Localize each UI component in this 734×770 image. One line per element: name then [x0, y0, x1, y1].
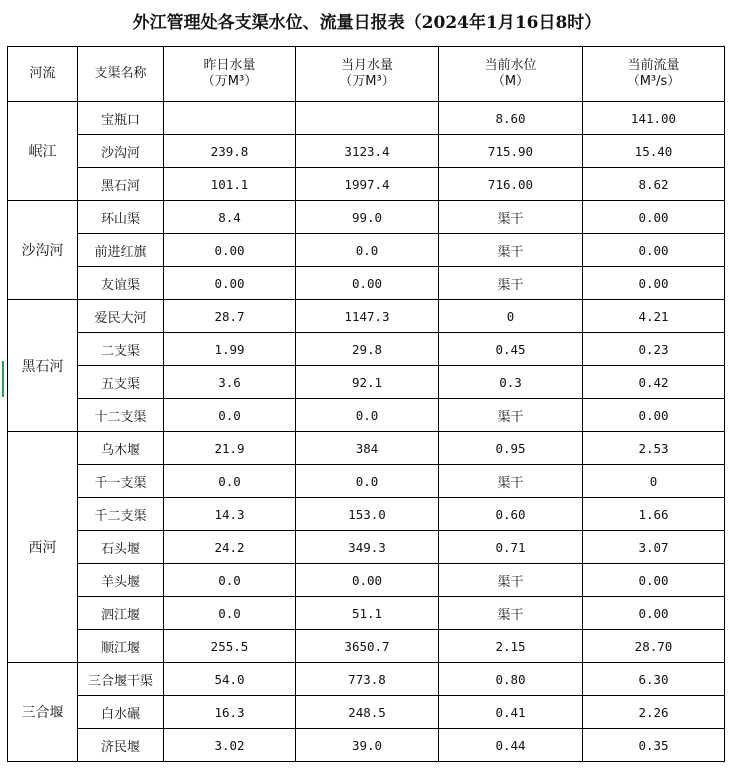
water-level-cell[interactable]: 0.3 [439, 366, 583, 399]
yesterday-volume-cell[interactable]: 0.0 [164, 564, 296, 597]
flow-rate-cell[interactable]: 0.00 [583, 267, 725, 300]
report-title: 外江管理处各支渠水位、流量日报表（2024年1月16日8时） [132, 13, 602, 33]
yesterday-volume-cell[interactable]: 3.02 [164, 729, 296, 762]
header-level-line2: （M） [491, 74, 530, 89]
flow-rate-cell[interactable]: 0.00 [583, 234, 725, 267]
yesterday-volume-cell[interactable]: 8.4 [164, 201, 296, 234]
flow-rate-cell[interactable]: 3.07 [583, 531, 725, 564]
yesterday-volume-cell[interactable]: 0.0 [164, 399, 296, 432]
table-row [8, 300, 725, 333]
month-volume-cell[interactable]: 1147.3 [296, 300, 439, 333]
yesterday-volume-cell[interactable]: 1.99 [164, 333, 296, 366]
yesterday-volume-cell[interactable]: 54.0 [164, 663, 296, 696]
yesterday-volume-cell[interactable]: 0.0 [164, 465, 296, 498]
yesterday-volume-cell[interactable]: 0.00 [164, 267, 296, 300]
header-yesterday-line1: 昨日水量 [203, 58, 256, 73]
flow-rate-cell[interactable]: 1.66 [583, 498, 725, 531]
channel-name-cell[interactable]: 环山渠 [78, 201, 164, 234]
month-volume-cell[interactable]: 1997.4 [296, 168, 439, 201]
channel-name-cell[interactable]: 泗江堰 [78, 597, 164, 630]
month-volume-cell[interactable]: 0.0 [296, 234, 439, 267]
channel-name-cell[interactable]: 友谊渠 [78, 267, 164, 300]
table-row [8, 531, 725, 564]
water-level-cell[interactable]: 渠干 [439, 597, 583, 630]
table-row [8, 729, 725, 762]
channel-name-cell[interactable]: 五支渠 [78, 366, 164, 399]
header-river: 河流 [8, 47, 78, 102]
month-volume-cell[interactable]: 248.5 [296, 696, 439, 729]
header-channel: 支渠名称 [78, 47, 164, 102]
channel-name-cell[interactable]: 十二支渠 [78, 399, 164, 432]
channel-name-cell[interactable]: 前进红旗 [78, 234, 164, 267]
month-volume-cell[interactable]: 773.8 [296, 663, 439, 696]
yesterday-volume-cell[interactable]: 24.2 [164, 531, 296, 564]
month-volume-cell[interactable]: 3650.7 [296, 630, 439, 663]
flow-rate-cell[interactable]: 0.00 [583, 597, 725, 630]
table-row [8, 135, 725, 168]
header-row [8, 47, 725, 102]
channel-name-cell[interactable]: 黑石河 [78, 168, 164, 201]
header-flow-line2: （M³/s） [626, 74, 681, 89]
month-volume-cell[interactable]: 0.0 [296, 399, 439, 432]
table-row [8, 432, 725, 465]
yesterday-volume-cell[interactable]: 239.8 [164, 135, 296, 168]
table-row [8, 168, 725, 201]
table-row [8, 102, 725, 135]
table-row [8, 366, 725, 399]
water-level-cell[interactable]: 渠干 [439, 564, 583, 597]
flow-rate-cell[interactable]: 4.21 [583, 300, 725, 333]
month-volume-cell[interactable]: 3123.4 [296, 135, 439, 168]
flow-rate-cell[interactable]: 6.30 [583, 663, 725, 696]
header-month-line2: （万M³） [339, 74, 395, 89]
table-row [8, 465, 725, 498]
table-row [8, 696, 725, 729]
river-cell[interactable]: 黑石河 [8, 300, 78, 432]
yesterday-volume-cell[interactable]: 21.9 [164, 432, 296, 465]
water-level-cell[interactable]: 0.80 [439, 663, 583, 696]
month-volume-cell[interactable]: 349.3 [296, 531, 439, 564]
channel-name-cell[interactable]: 济民堰 [78, 729, 164, 762]
yesterday-volume-cell[interactable]: 14.3 [164, 498, 296, 531]
month-volume-cell[interactable] [296, 102, 439, 135]
yesterday-volume-cell[interactable]: 3.6 [164, 366, 296, 399]
water-level-cell[interactable]: 2.15 [439, 630, 583, 663]
table-row [8, 498, 725, 531]
yesterday-volume-cell[interactable]: 0.00 [164, 234, 296, 267]
flow-rate-cell[interactable]: 0.00 [583, 201, 725, 234]
flow-rate-cell[interactable]: 2.26 [583, 696, 725, 729]
table-row [8, 399, 725, 432]
channel-name-cell[interactable]: 白水碾 [78, 696, 164, 729]
channel-name-cell[interactable]: 千一支渠 [78, 465, 164, 498]
water-level-cell[interactable]: 715.90 [439, 135, 583, 168]
flow-rate-cell[interactable]: 0.23 [583, 333, 725, 366]
row-selection-marker [2, 361, 4, 397]
water-level-cell[interactable]: 0.71 [439, 531, 583, 564]
yesterday-volume-cell[interactable] [164, 102, 296, 135]
channel-name-cell[interactable]: 顺江堰 [78, 630, 164, 663]
yesterday-volume-cell[interactable]: 28.7 [164, 300, 296, 333]
month-volume-cell[interactable]: 39.0 [296, 729, 439, 762]
river-cell[interactable]: 西河 [8, 432, 78, 663]
water-level-cell[interactable]: 0.95 [439, 432, 583, 465]
water-level-cell[interactable]: 渠干 [439, 399, 583, 432]
flow-rate-cell[interactable]: 0.00 [583, 399, 725, 432]
month-volume-cell[interactable]: 29.8 [296, 333, 439, 366]
header-month-line1: 当月水量 [340, 58, 393, 73]
water-level-cell[interactable]: 0.60 [439, 498, 583, 531]
report-table [7, 46, 725, 762]
channel-name-cell[interactable]: 三合堰干渠 [78, 663, 164, 696]
table-row [8, 201, 725, 234]
water-level-cell[interactable]: 0.44 [439, 729, 583, 762]
flow-rate-cell[interactable]: 0.42 [583, 366, 725, 399]
month-volume-cell[interactable]: 0.00 [296, 564, 439, 597]
flow-rate-cell[interactable]: 141.00 [583, 102, 725, 135]
water-level-cell[interactable]: 渠干 [439, 267, 583, 300]
flow-rate-cell[interactable]: 28.70 [583, 630, 725, 663]
water-level-cell[interactable]: 0 [439, 300, 583, 333]
header-flow-line1: 当前流量 [627, 58, 680, 73]
flow-rate-cell[interactable]: 0 [583, 465, 725, 498]
channel-name-cell[interactable]: 乌木堰 [78, 432, 164, 465]
flow-rate-cell[interactable]: 0.35 [583, 729, 725, 762]
flow-rate-cell[interactable]: 0.00 [583, 564, 725, 597]
river-cell[interactable]: 三合堰 [8, 663, 78, 762]
month-volume-cell[interactable]: 99.0 [296, 201, 439, 234]
channel-name-cell[interactable]: 爱民大河 [78, 300, 164, 333]
water-level-cell[interactable]: 716.00 [439, 168, 583, 201]
month-volume-cell[interactable]: 384 [296, 432, 439, 465]
water-level-cell[interactable]: 8.60 [439, 102, 583, 135]
yesterday-volume-cell[interactable]: 255.5 [164, 630, 296, 663]
channel-name-cell[interactable]: 宝瓶口 [78, 102, 164, 135]
water-level-cell[interactable]: 渠干 [439, 465, 583, 498]
header-flow-rate [583, 47, 725, 102]
header-yesterday-line2: （万M³） [201, 74, 258, 89]
month-volume-cell[interactable]: 92.1 [296, 366, 439, 399]
water-level-cell[interactable]: 0.45 [439, 333, 583, 366]
table-row [8, 333, 725, 366]
channel-name-cell[interactable]: 二支渠 [78, 333, 164, 366]
table-row [8, 234, 725, 267]
header-month-volume [296, 47, 439, 102]
table-row [8, 267, 725, 300]
month-volume-cell[interactable]: 0.0 [296, 465, 439, 498]
channel-name-cell[interactable]: 千二支渠 [78, 498, 164, 531]
flow-rate-cell[interactable]: 2.53 [583, 432, 725, 465]
flow-rate-cell[interactable]: 15.40 [583, 135, 725, 168]
month-volume-cell[interactable]: 51.1 [296, 597, 439, 630]
channel-name-cell[interactable]: 石头堰 [78, 531, 164, 564]
channel-name-cell[interactable]: 沙沟河 [78, 135, 164, 168]
table-row [8, 597, 725, 630]
header-yesterday-volume [164, 47, 296, 102]
yesterday-volume-cell[interactable]: 16.3 [164, 696, 296, 729]
table-row [8, 630, 725, 663]
header-level-line1: 当前水位 [484, 58, 537, 73]
river-cell[interactable]: 沙沟河 [8, 201, 78, 300]
yesterday-volume-cell[interactable]: 101.1 [164, 168, 296, 201]
month-volume-cell[interactable]: 153.0 [296, 498, 439, 531]
header-water-level [439, 47, 583, 102]
water-level-cell[interactable]: 0.41 [439, 696, 583, 729]
table-row [8, 663, 725, 696]
table-row [8, 564, 725, 597]
water-level-cell[interactable]: 渠干 [439, 234, 583, 267]
yesterday-volume-cell[interactable]: 0.0 [164, 597, 296, 630]
channel-name-cell[interactable]: 羊头堰 [78, 564, 164, 597]
flow-rate-cell[interactable]: 8.62 [583, 168, 725, 201]
water-level-cell[interactable]: 渠干 [439, 201, 583, 234]
month-volume-cell[interactable]: 0.00 [296, 267, 439, 300]
river-cell[interactable]: 岷江 [8, 102, 78, 201]
